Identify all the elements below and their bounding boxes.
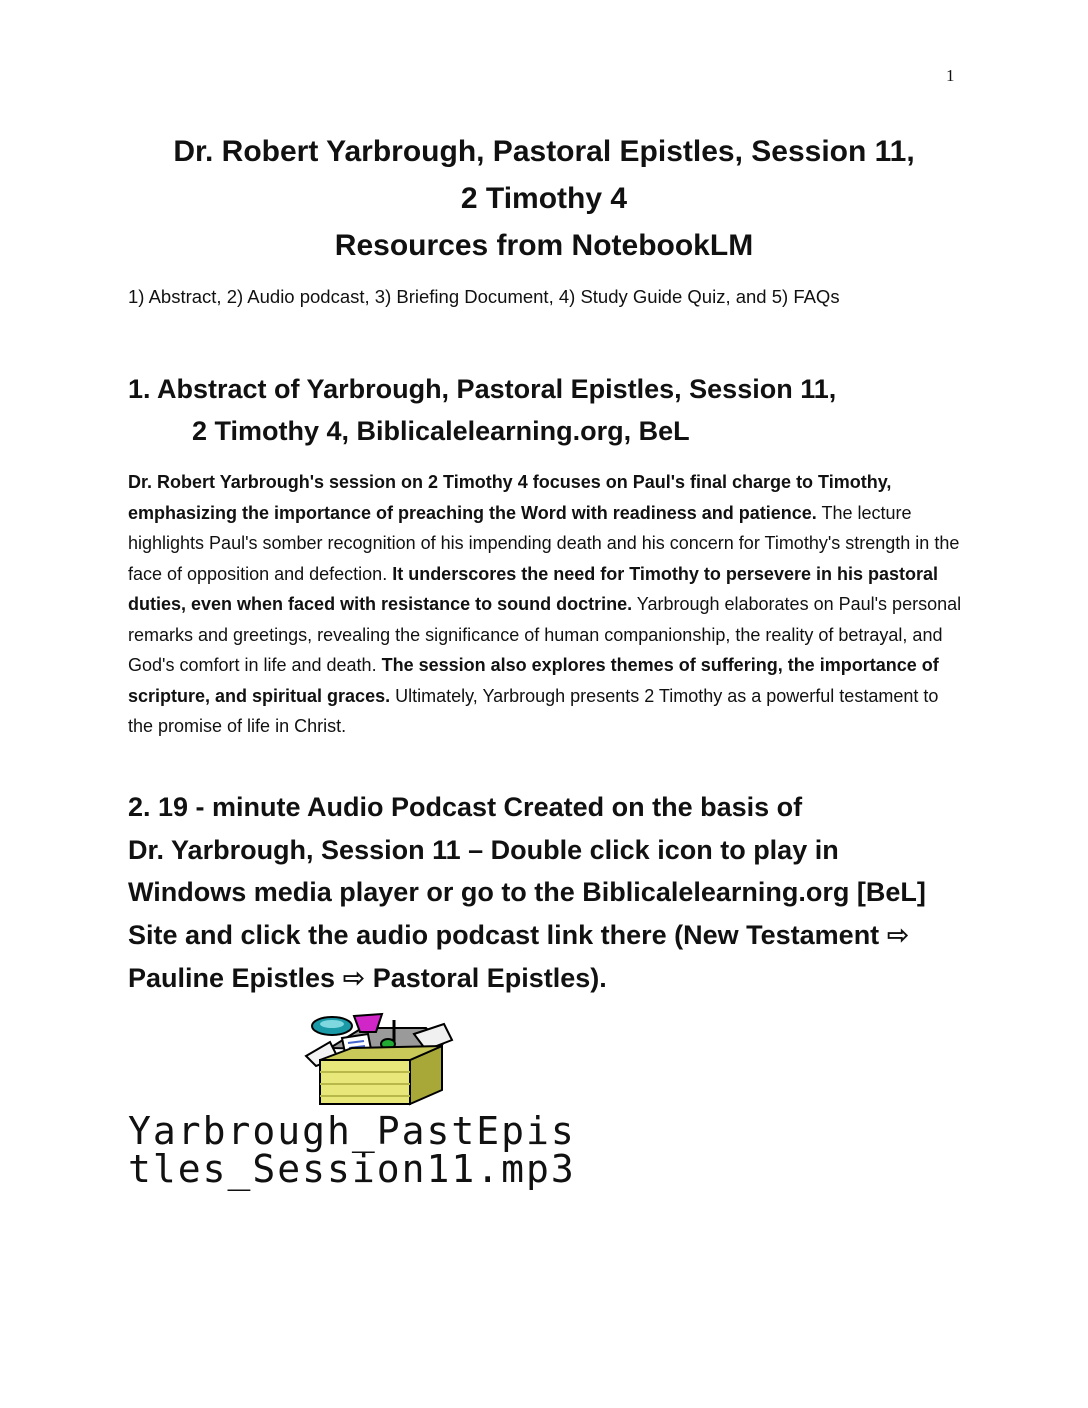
arrow-right-icon: ⇨ bbox=[342, 963, 366, 994]
section1-heading bbox=[128, 368, 836, 452]
section2-line4 bbox=[128, 914, 988, 958]
section2-line5-text-a: Pauline Epistles bbox=[128, 963, 343, 993]
filename-line2: tles_Session11.mp3 bbox=[128, 1147, 576, 1191]
section2-heading bbox=[128, 786, 988, 1001]
section2-line1: 2. 19 - minute Audio Podcast Created on the basis of bbox=[128, 792, 803, 822]
contents-line: 1) Abstract, 2) Audio podcast, 3) Briefing Document, 4) Study Guide Quiz, and 5) FAQs bbox=[128, 286, 840, 307]
section2-line2: Dr. Yarbrough, Session 11 – Double click icon to play in bbox=[128, 834, 839, 865]
section1-heading-line1: 1. Abstract of Yarbrough, Pastoral Epistles, Session 11, bbox=[128, 374, 837, 404]
title-line-1: Dr. Robert Yarbrough, Pastoral Epistles, Session 11, bbox=[173, 135, 915, 168]
abstract-sentence-6: Ultimately, Yarbrough presents 2 Timothy as a powerful testament to the promise of life in Christ. bbox=[128, 685, 939, 736]
section2-line5 bbox=[128, 957, 988, 1001]
page-title bbox=[0, 128, 1088, 269]
page-number: 1 bbox=[946, 66, 955, 85]
package-icon[interactable] bbox=[302, 1010, 454, 1106]
abstract-sentence-4: Yarbrough elaborates on Paul's personal remarks and greetings, revealing the significance of human companionship, the reality of betrayal, and God's comfort in life and death. bbox=[128, 594, 962, 675]
arrow-right-icon: ⇨ bbox=[886, 919, 910, 951]
section1-heading-line2: 2 Timothy 4, Biblicalelearning.org, BeL bbox=[192, 416, 690, 446]
abstract-sentence-1: Dr. Robert Yarbrough's session on 2 Timothy 4 focuses on Paul's final charge to Timothy, emphasizing the importance of preaching the Word with readiness and patience. bbox=[128, 472, 892, 523]
attachment-filename[interactable] bbox=[128, 1109, 576, 1191]
title-line-3: Resources from NotebookLM bbox=[334, 229, 754, 262]
abstract-sentence-2: The lecture highlights Paul's somber recognition of his impending death and his concern for Timothy's strength in the face of opposition and defection. bbox=[128, 502, 960, 584]
section2-line3: Windows media player or go to the Biblicalelearning.org [BeL] bbox=[128, 877, 926, 907]
section2-line4-text: Site and click the audio podcast link there (New Testament bbox=[128, 919, 887, 950]
abstract-sentence-3: It underscores the need for Timothy to persevere in his pastoral duties, even when faced with resistance to sound doctrine. bbox=[128, 563, 939, 614]
section2-line5-text-b: Pastoral Epistles). bbox=[365, 963, 607, 993]
title-line-2: 2 Timothy 4 bbox=[460, 182, 628, 215]
abstract-paragraph bbox=[128, 467, 964, 742]
filename-line1: Yarbrough_PastEpis bbox=[128, 1109, 576, 1153]
abstract-sentence-5: The session also explores themes of suffering, the importance of scripture, and spiritual graces. bbox=[128, 655, 939, 706]
